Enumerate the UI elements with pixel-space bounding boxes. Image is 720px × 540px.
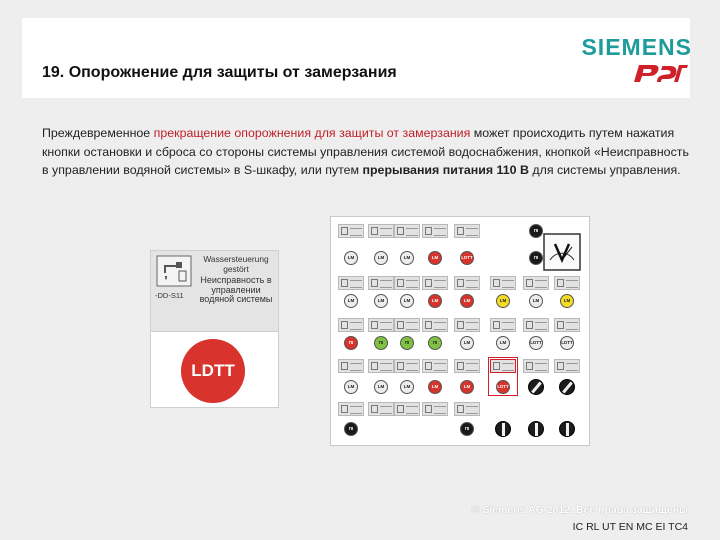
panel-label-text-lines [380,280,392,288]
control-panel [330,216,590,446]
rzd-logo [630,62,690,89]
panel-button-green[interactable]: ΠΙ [400,336,414,350]
panel-label-symbol-icon [457,405,464,413]
panel-label-plate [338,318,364,332]
panel-label-text-lines [380,322,392,330]
switch-handle-icon [562,382,573,394]
panel-label-symbol-icon [425,279,432,287]
body-text [42,124,692,180]
panel-label-plate [368,224,394,238]
panel-button-red[interactable]: LM [460,380,474,394]
panel-label-plate [394,318,420,332]
body-text-part-5: для системы управления. [528,163,681,177]
panel-button-red[interactable]: ΠΙ [344,336,358,350]
panel-label-plate [523,359,549,373]
slide-title: 19. Опорожнение для защиты от замерзания [42,64,397,81]
panel-label-text-lines [466,322,478,330]
panel-rotary-switch[interactable] [528,379,544,395]
panel-label-symbol-icon [425,227,432,235]
panel-label-symbol-icon [526,362,533,370]
panel-label-plate [454,276,480,290]
panel-label-text-lines [380,228,392,236]
panel-label-plate [338,224,364,238]
panel-label-plate [394,224,420,238]
switch-handle-icon [566,423,569,436]
panel-label-symbol-icon [341,362,348,370]
panel-label-symbol-icon [557,279,564,287]
panel-label-plate [368,359,394,373]
panel-label-text-lines [466,406,478,414]
ldtt-button[interactable]: LDTT [181,339,245,403]
panel-button-white[interactable]: LM [496,336,510,350]
panel-label-plate [394,402,420,416]
panel-label-symbol-icon [457,279,464,287]
panel-label-text-lines [380,363,392,371]
panel-label-text-lines [566,363,578,371]
panel-label-plate [454,359,480,373]
panel-label-symbol-icon [341,227,348,235]
panel-button-red[interactable]: LM [428,251,442,265]
panel-label-text-lines [434,363,446,371]
panel-label-symbol-icon [371,362,378,370]
panel-label-plate [554,318,580,332]
panel-label-text-lines [535,322,547,330]
panel-label-text-lines [566,322,578,330]
panel-label-symbol-icon [425,321,432,329]
body-text-part-3: может происходить путем нажатия кнопки остановки и сброса со стороны системы управления системой водоснабжения, кнопкой «Неисправность в управлении водяной системы» в S-шкафу, или путем [42,126,689,177]
footer-copyright: © Siemens AG 2012. Все права защищены [471,504,688,516]
panel-label-text-lines [535,363,547,371]
panel-label-plate [368,276,394,290]
panel-button-white[interactable]: LM [344,380,358,394]
panel-label-plate [554,276,580,290]
body-bold-power-interruption: прерывания питания 110 В [362,163,529,177]
panel-button-white[interactable]: LM [529,294,543,308]
panel-label-symbol-icon [425,405,432,413]
panel-button-white[interactable]: LM [374,380,388,394]
ldtt-device-code: -DD-S11 [155,291,184,300]
panel-label-text-lines [466,280,478,288]
body-highlight-termination: прекращение опорожнения для защиты от замерзания [153,126,471,140]
panel-label-text-lines [502,322,514,330]
panel-button-red[interactable]: LM [428,380,442,394]
panel-label-symbol-icon [397,227,404,235]
panel-label-text-lines [350,406,362,414]
panel-label-symbol-icon [425,362,432,370]
panel-label-plate [368,318,394,332]
voltmeter-icon [543,233,581,271]
panel-label-plate [422,359,448,373]
panel-button-red[interactable]: LM [428,294,442,308]
switch-handle-icon [535,423,538,436]
panel-label-symbol-icon [493,321,500,329]
switch-handle-icon [531,382,542,394]
water-tap-icon [156,255,192,287]
panel-label-plate [490,276,516,290]
panel-label-text-lines [406,363,418,371]
panel-label-text-lines [566,280,578,288]
panel-label-text-lines [502,280,514,288]
panel-label-symbol-icon [526,321,533,329]
panel-label-text-lines [380,406,392,414]
panel-label-symbol-icon [371,321,378,329]
panel-button-yellow[interactable]: LM [560,294,574,308]
rzd-logo-icon [630,62,690,84]
panel-label-text-lines [350,280,362,288]
panel-label-text-lines [535,280,547,288]
panel-button-black[interactable]: ΠΙ [529,251,543,265]
panel-button-red[interactable]: LDTT [496,380,510,394]
panel-label-plate [422,224,448,238]
panel-label-text-lines [350,322,362,330]
panel-label-plate [454,318,480,332]
panel-label-text-lines [466,228,478,236]
panel-button-white[interactable]: LM [400,380,414,394]
panel-button-black[interactable]: ΠΙ [460,422,474,436]
panel-label-text-lines [406,406,418,414]
caption-ru-line-3: водяной системы [199,294,273,305]
panel-label-symbol-icon [557,321,564,329]
panel-label-text-lines [406,280,418,288]
panel-label-symbol-icon [457,321,464,329]
panel-rotary-switch[interactable] [559,421,575,437]
panel-label-symbol-icon [397,279,404,287]
panel-label-symbol-icon [341,321,348,329]
panel-label-plate [422,402,448,416]
panel-button-black[interactable]: ΠΙ [344,422,358,436]
panel-label-plate [368,402,394,416]
panel-label-text-lines [350,363,362,371]
panel-button-white[interactable]: LM [344,294,358,308]
panel-label-plate [422,276,448,290]
panel-rotary-switch[interactable] [495,421,511,437]
panel-label-text-lines [434,228,446,236]
panel-label-plate [394,276,420,290]
panel-button-white[interactable]: LM [400,251,414,265]
panel-button-white[interactable]: LM [460,336,474,350]
switch-handle-icon [502,423,505,436]
ldtt-label-plate [151,251,278,332]
panel-label-symbol-icon [371,227,378,235]
panel-label-plate [490,318,516,332]
panel-label-text-lines [434,406,446,414]
panel-button-white[interactable]: LM [374,251,388,265]
panel-label-text-lines [350,228,362,236]
panel-rotary-switch[interactable] [528,421,544,437]
panel-label-plate [394,359,420,373]
caption-de-line-1: Wassersteuerung [203,254,269,264]
panel-label-text-lines [466,363,478,371]
panel-label-text-lines [406,228,418,236]
panel-label-plate [554,359,580,373]
caption-ru-line-2: управлении [211,284,261,295]
panel-button-green[interactable]: ΠΙ [374,336,388,350]
panel-label-symbol-icon [557,362,564,370]
panel-label-symbol-icon [397,405,404,413]
panel-label-symbol-icon [397,362,404,370]
panel-button-black[interactable]: ΠΙ [529,224,543,238]
panel-label-symbol-icon [341,405,348,413]
panel-label-plate [454,402,480,416]
panel-label-text-lines [434,280,446,288]
panel-button-white[interactable]: LM [400,294,414,308]
siemens-logo: SIEMENS [581,34,692,60]
panel-button-white[interactable]: LM [344,251,358,265]
panel-label-text-lines [406,322,418,330]
panel-label-plate [454,224,480,238]
panel-rotary-switch[interactable] [559,379,575,395]
panel-label-symbol-icon [493,279,500,287]
panel-label-symbol-icon [457,362,464,370]
panel-label-text-lines [434,322,446,330]
caption-ru-line-1: Неисправность в [200,275,272,286]
panel-button-green[interactable]: ΠΙ [428,336,442,350]
panel-label-plate [338,402,364,416]
panel-label-plate [338,359,364,373]
caption-de-line-2: gestört [223,263,249,274]
panel-button-white[interactable]: LDTT [529,336,543,350]
panel-button-red[interactable]: LDTT [460,251,474,265]
panel-button-white[interactable]: LDTT [560,336,574,350]
panel-label-symbol-icon [371,405,378,413]
panel-label-symbol-icon [397,321,404,329]
ldtt-caption [195,255,277,305]
panel-button-yellow[interactable]: LM [496,294,510,308]
panel-label-plate [523,276,549,290]
panel-label-plate [422,318,448,332]
body-text-part-1: Преждевременное [42,126,154,140]
panel-label-symbol-icon [457,227,464,235]
footer-document-code: IC RL UT EN MC EI TC4 [572,521,688,533]
panel-label-plate [523,318,549,332]
panel-label-symbol-icon [371,279,378,287]
panel-button-white[interactable]: LM [374,294,388,308]
ldtt-detail-card [150,250,279,408]
panel-label-plate [338,276,364,290]
panel-label-symbol-icon [341,279,348,287]
panel-button-red[interactable]: LM [460,294,474,308]
panel-label-symbol-icon [526,279,533,287]
